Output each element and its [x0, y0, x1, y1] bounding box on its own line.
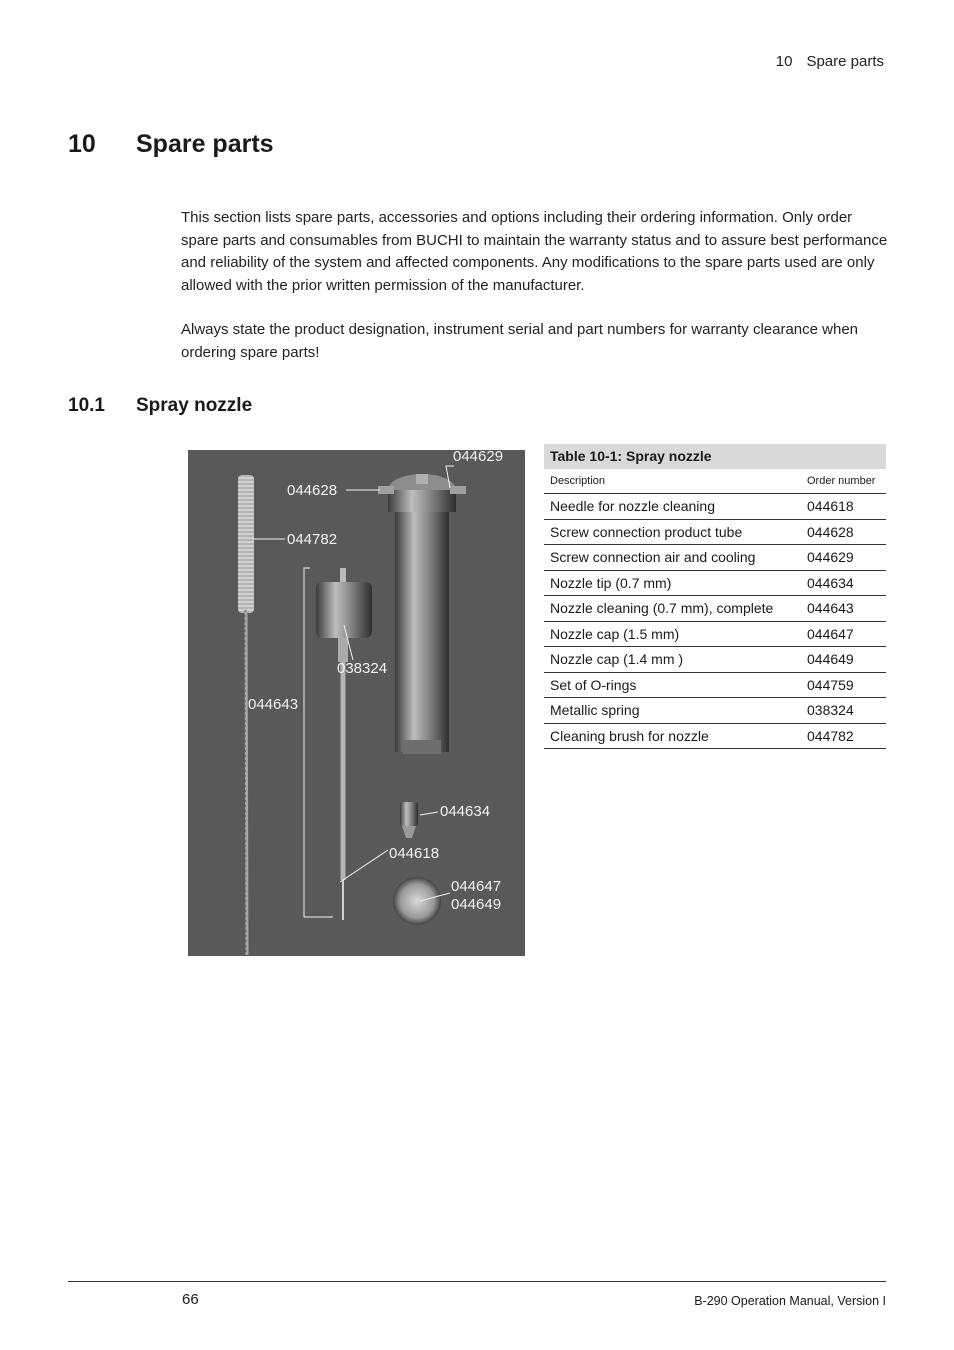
- table-row: [544, 621, 886, 647]
- part-description: Screw connection air and cooling: [544, 545, 801, 571]
- order-number: 044618: [801, 494, 886, 520]
- part-description: Cleaning brush for nozzle: [544, 723, 801, 749]
- chapter-number: 10: [68, 130, 96, 158]
- spray-nozzle-photo: [188, 450, 525, 956]
- order-number: 044629: [801, 545, 886, 571]
- photo-label: 044618: [389, 845, 440, 862]
- table-row: [544, 519, 886, 545]
- table-row: [544, 647, 886, 673]
- part-description: Needle for nozzle cleaning: [544, 494, 801, 520]
- order-number: 044647: [801, 621, 886, 647]
- section-title: Spray nozzle: [136, 395, 253, 416]
- intro-paragraph-1: This section lists spare parts, accessories and options including their ordering information. Only order spare parts and consumables from BUCHI to maintain the warranty status and to assure best performance and reliability of the system and affected components. Any modifications to the spare parts used are only allowed with the prior written permission of the manufacturer.: [181, 209, 888, 294]
- table-header-row: [544, 469, 886, 494]
- photo-label: 044649: [451, 896, 502, 913]
- part-description: Set of O-rings: [544, 672, 801, 698]
- photo-label: 044628: [287, 482, 338, 499]
- spare-parts-table: [544, 444, 886, 749]
- part-description: Screw connection product tube: [544, 519, 801, 545]
- photo-label: 044643: [248, 696, 299, 713]
- order-number: 044634: [801, 570, 886, 596]
- section-number: 10.1: [68, 395, 105, 416]
- order-number: 044649: [801, 647, 886, 673]
- section-heading: [68, 395, 252, 417]
- photo-label: 038324: [337, 660, 388, 677]
- table-row: [544, 698, 886, 724]
- order-number: 044643: [801, 596, 886, 622]
- column-header-description: Description: [544, 469, 801, 494]
- running-header-chapter-num: 10: [775, 53, 793, 70]
- photo-label: 044647: [451, 878, 502, 895]
- nozzle-cap: [393, 877, 441, 925]
- table-row: [544, 596, 886, 622]
- table-row: [544, 570, 886, 596]
- intro-paragraph-2: Always state the product designation, instrument serial and part numbers for warranty clearance when ordering spare parts!: [181, 321, 859, 361]
- chapter-heading: [68, 130, 274, 159]
- running-header-chapter-title: Spare parts: [806, 53, 884, 70]
- photo-label: 044634: [440, 803, 491, 820]
- part-description: Nozzle tip (0.7 mm): [544, 570, 801, 596]
- table-row: [544, 494, 886, 520]
- part-description: Nozzle cap (1.4 mm ): [544, 647, 801, 673]
- chapter-title: Spare parts: [136, 130, 274, 158]
- footer-divider: [68, 1281, 886, 1282]
- order-number: 044759: [801, 672, 886, 698]
- table-row: [544, 723, 886, 749]
- footer-document-title: B-290 Operation Manual, Version I: [694, 1294, 886, 1308]
- photo-label: 044782: [287, 531, 338, 548]
- column-header-order-number: Order number: [801, 469, 886, 494]
- page-number: 66: [182, 1291, 199, 1308]
- part-description: Metallic spring: [544, 698, 801, 724]
- part-description: Nozzle cap (1.5 mm): [544, 621, 801, 647]
- order-number: 044628: [801, 519, 886, 545]
- table-caption: Table 10-1: Spray nozzle: [544, 444, 886, 469]
- order-number: 038324: [801, 698, 886, 724]
- intro-text: [181, 207, 889, 364]
- running-header: [776, 53, 884, 70]
- table-row: [544, 545, 886, 571]
- photo-label: 044629: [453, 450, 504, 465]
- table-row: [544, 672, 886, 698]
- order-number: 044782: [801, 723, 886, 749]
- part-description: Nozzle cleaning (0.7 mm), complete: [544, 596, 801, 622]
